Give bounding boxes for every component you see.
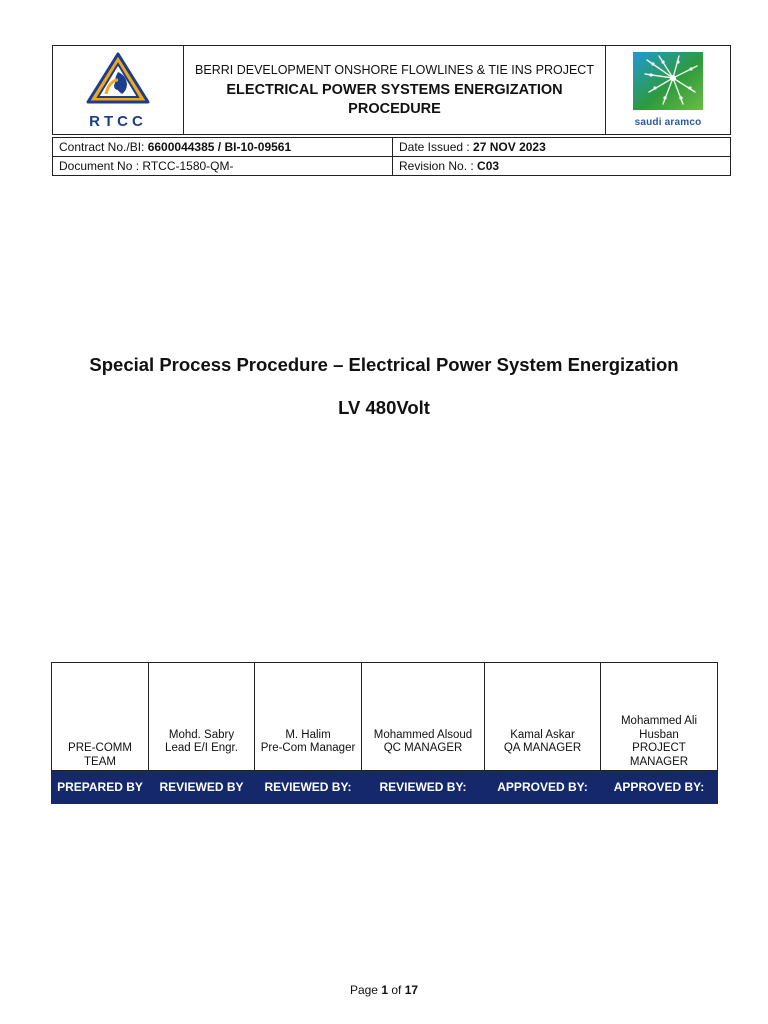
signatory-cell [601, 663, 718, 771]
document-info-table [52, 137, 731, 176]
page-label: Page [349, 983, 382, 997]
aramco-logo-text: saudi aramco [634, 117, 702, 128]
document-title-line1: ELECTRICAL POWER SYSTEMS ENERGIZATION [226, 82, 563, 98]
signature-table [51, 662, 718, 804]
rtcc-logo-icon [82, 50, 154, 110]
procedure-title: Special Process Procedure – Electrical Power System Energization [89, 354, 679, 375]
date-issued-cell [393, 138, 731, 157]
page-number [0, 983, 768, 997]
signatory-line: MANAGER [629, 755, 689, 768]
document-number-cell [53, 157, 393, 176]
revision-value: C03 [477, 159, 500, 173]
signatory-line: Mohammed Ali [620, 715, 698, 727]
signatory-line: M. Halim [285, 728, 331, 741]
signatory-cell [255, 663, 362, 771]
signatory-line: PROJECT [632, 742, 686, 754]
revision-number-cell [393, 157, 731, 176]
date-value: 27 NOV 2023 [473, 140, 546, 154]
role-label: PREPARED BY [52, 771, 149, 804]
signatory-line: Kamal Askar [510, 728, 575, 741]
contract-label: Contract No./BI: [59, 140, 148, 154]
role-label: REVIEWED BY [149, 771, 255, 804]
signatory-line: Mohd. Sabry [168, 728, 235, 741]
role-label: REVIEWED BY: [362, 771, 485, 804]
signatory-line: QC MANAGER [383, 742, 463, 754]
document-title-line2: PROCEDURE [348, 101, 441, 117]
procedure-subtitle: LV 480Volt [338, 397, 430, 418]
company-logo-cell [53, 46, 184, 135]
page-current: 1 [381, 983, 388, 997]
role-label: REVIEWED BY: [255, 771, 362, 804]
signatory-names-row [52, 663, 718, 771]
document-label: Document No : [59, 159, 143, 173]
client-logo-cell [606, 46, 731, 135]
signatory-cell [52, 663, 149, 771]
rtcc-logo-text: RTCC [89, 113, 147, 130]
aramco-logo-icon [633, 52, 703, 110]
signatory-line: Lead E/I Engr. [165, 742, 238, 754]
contract-number-cell [53, 138, 393, 157]
title-cell [184, 46, 606, 135]
signatory-line: PRE-COMM [68, 742, 132, 754]
role-label: APPROVED BY: [485, 771, 601, 804]
signatory-line: Mohammed Alsoud [373, 728, 473, 741]
role-label: APPROVED BY: [601, 771, 718, 804]
project-name: BERRI DEVELOPMENT ONSHORE FLOWLINES & TIE INS PROJECT [195, 63, 594, 77]
revision-label: Revision No. : [399, 159, 478, 173]
signatory-cell [485, 663, 601, 771]
signatory-line: TEAM [84, 755, 116, 768]
contract-value: 6600044385 / BI-10-09561 [147, 140, 292, 154]
page-of: of [388, 983, 405, 997]
signatory-cell [149, 663, 255, 771]
page-total: 17 [404, 983, 419, 997]
date-label: Date Issued : [399, 140, 474, 154]
signatory-line: Husban [639, 728, 679, 741]
header-table [52, 45, 731, 135]
document-value: RTCC-1580-QM- [142, 159, 234, 173]
signatory-cell [362, 663, 485, 771]
signatory-line: Pre-Com Manager [260, 742, 356, 754]
signatory-line: QA MANAGER [503, 742, 582, 754]
signatory-roles-row [52, 771, 718, 804]
